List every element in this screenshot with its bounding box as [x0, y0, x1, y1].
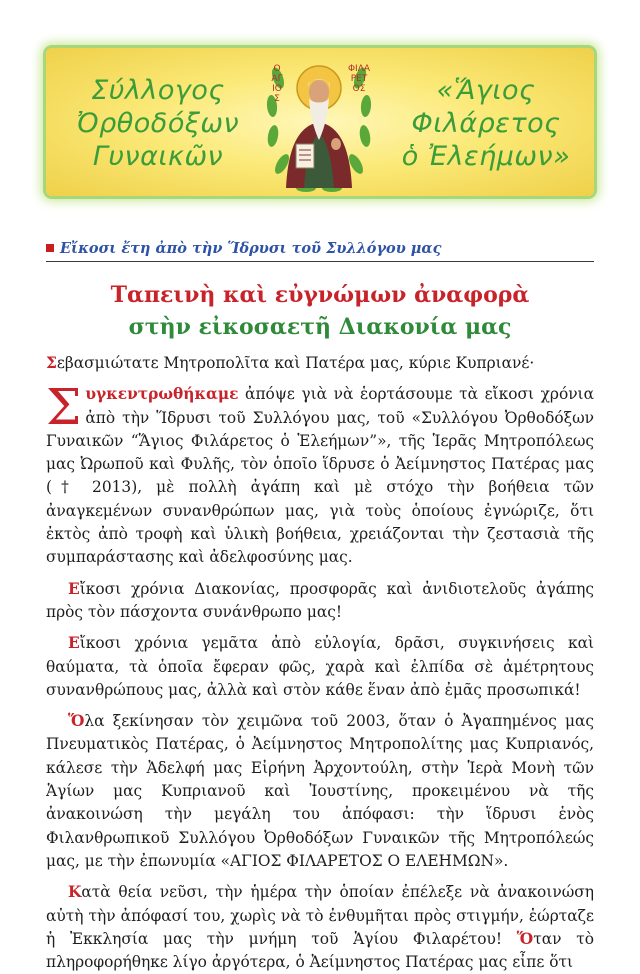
article-title-line1: Ταπεινὴ καὶ εὐγνώμων ἀναφορὰ	[110, 282, 530, 308]
icon-caption-letter: ΑΓ	[271, 74, 283, 84]
banner	[46, 48, 594, 196]
paragraph-text: ταν τὸ πληροφορήθηκε λίγο ἀργότερα, ὁ Ἀείμνηστος Πατέρας μας εἶπε ὅτι	[46, 929, 594, 972]
banner-left-line: Γυναικῶν	[92, 141, 224, 172]
icon-caption-letter: ΡΕΤ	[350, 74, 368, 84]
banner-right-text	[386, 74, 586, 173]
icon-caption-right	[346, 64, 372, 94]
salutation-text: εβασμιώτατε Μητροπολῖτα καὶ Πατέρα μας, κύριε Κυπριανέ·	[56, 354, 535, 372]
salutation	[46, 352, 594, 375]
icon-caption-letter: Σ	[274, 94, 280, 104]
icon-caption-left	[268, 64, 286, 104]
section-heading	[46, 240, 594, 262]
paragraph	[46, 881, 594, 974]
section-heading-text: Εἴκοσι ἔτη ἀπὸ τὴν Ἵδρυσι τοῦ Συλλόγου μας	[60, 240, 442, 257]
icon-caption-letter: ΦΙΛΑ	[347, 64, 371, 74]
initial-letter: Ὅ	[68, 712, 85, 731]
initial-letter: Κ	[68, 883, 82, 902]
paragraph	[46, 710, 594, 873]
icon-caption-letter: ΙΟ	[272, 84, 282, 94]
initial-letter: Ε	[68, 579, 80, 598]
paragraph	[46, 578, 594, 625]
bullet-square-icon	[46, 244, 54, 252]
article-title-line2: στὴν εἰκοσαετῆ Διακονία μας	[128, 314, 512, 340]
banner-right-line: ὁ Ἐλεήμων»	[401, 141, 571, 172]
article-body	[46, 352, 594, 974]
banner-left-line: Ὀρθοδόξων	[76, 108, 240, 139]
dropcap: Σ	[46, 378, 82, 437]
paragraph-text: ἴκοσι χρόνια Διακονίας, προσφορᾶς καὶ ἀνιδιοτελοῦς ἀγάπης πρὸς τὸν πάσχοντα συνάνθρωπο μας!	[46, 579, 594, 621]
banner-left-text	[58, 74, 258, 173]
paragraph-text: λα ξεκίνησαν τὸν χειμῶνα τοῦ 2003, ὅταν ὁ Ἀγαπημένος μας Πνευματικὸς Πατέρας, ὁ Ἀείμνηστος Μητροπολίτης μας Κυπριανός, κάλεσε τὴν Ἀδελφή μας Εἰρήνη Ἀρχοντούλη, στὴν Ἱερὰ Μονὴ τῶν Ἁγίων μας Κυπριανοῦ καὶ Ἰουστίνης, προκειμένου νὰ τῆς ἀνακοινώση τὴν μεγάλη του ἀπόφασι: τὴν ἵδρυσι ἑνὸς Φιλανθρωπικοῦ Συλλόγου Ὀρθοδόξων Γυναικῶν τῆς Μητροπόλεώς μας, με τὴν ἐπωνυμία «ΑΓΙΟΣ ΦΙΛΑΡΕΤΟΣ Ο ΕΛΕΗΜΩΝ».	[46, 712, 594, 870]
saint-icon	[264, 48, 374, 196]
initial-letter: Ὅ	[516, 929, 534, 948]
banner-left-line: Σύλλογος	[91, 75, 225, 106]
banner-right-line: Φιλάρετος	[411, 108, 561, 139]
banner-right-line: «Ἅγιος	[436, 75, 536, 106]
initial-letter: Σ	[46, 354, 57, 372]
icon-caption-letter: Ο	[273, 64, 281, 74]
paragraph-text: ἴκοσι χρόνια γεμᾶτα ἀπὸ εὐλογία, δρᾶσι, συγκινήσεις καὶ θαύματα, τὰ ὁποῖα ἔφεραν φῶς, χαρὰ καὶ ἐλπίδα σὲ ἀμέτρητους συνανθρώπους μας, ἀλλὰ καὶ στὸν κάθε ἕναν ἀπὸ ἐμᾶς προσωπικά!	[46, 634, 594, 699]
lead-word: υγκεντρωθήκαμε	[85, 385, 239, 404]
paragraph	[46, 632, 594, 702]
icon-caption-letter: ΟΣ	[352, 84, 366, 94]
paragraph-text: ἀπόψε γιὰ νὰ ἑορτάσουμε τὰ εἴκοσι χρόνια ἀπὸ τὴν Ἵδρυσι τοῦ Συλλόγου μας, τοῦ «Συλλόγου Ὀρθοδόξων Γυναικῶν “Ἅγιος Φιλάρετος ὁ Ἐλεήμων”», τῆς Ἱερᾶς Μητροπόλεως μας Ὠρωποῦ καὶ Φυλῆς, τὸν ὁποῖο ἵδρυσε ὁ Ἀείμνηστος Πατέρας μας († 2013), μὲ πολλὴ ἀγάπη καὶ μὲ στόχο τὴν βοήθεια τῶν ἀναγκεμένων συνανθρώπων μας, γιὰ τοὺς ὁποίους ἐγνώριζε, ὅτι ἐκτὸς ἀπὸ τροφὴ καὶ ὑλικὴ βοήθεια, χρειάζονται τὴν ζεστασιὰ τῆς συμπαράστασης καὶ ἀδελφοσύνης μας.	[46, 385, 594, 567]
paragraph	[46, 378, 594, 569]
initial-letter: Ε	[68, 634, 80, 653]
paragraph-text: ατὰ θεία νεῦσι, τὴν ἡμέρα τὴν ὁποίαν ἐπέλεξε νὰ ἀνακοινώση αὐτὴ τὴν ἀπόφασί του, χωρὶς νὰ τὸ ἐνθυμῆται πρὸς στιγμήν, ἑώρταζε ἡ Ἐκκλησία μας τὴν μνήμη τοῦ Ἁγίου Φιλαρέτου!	[46, 883, 594, 948]
